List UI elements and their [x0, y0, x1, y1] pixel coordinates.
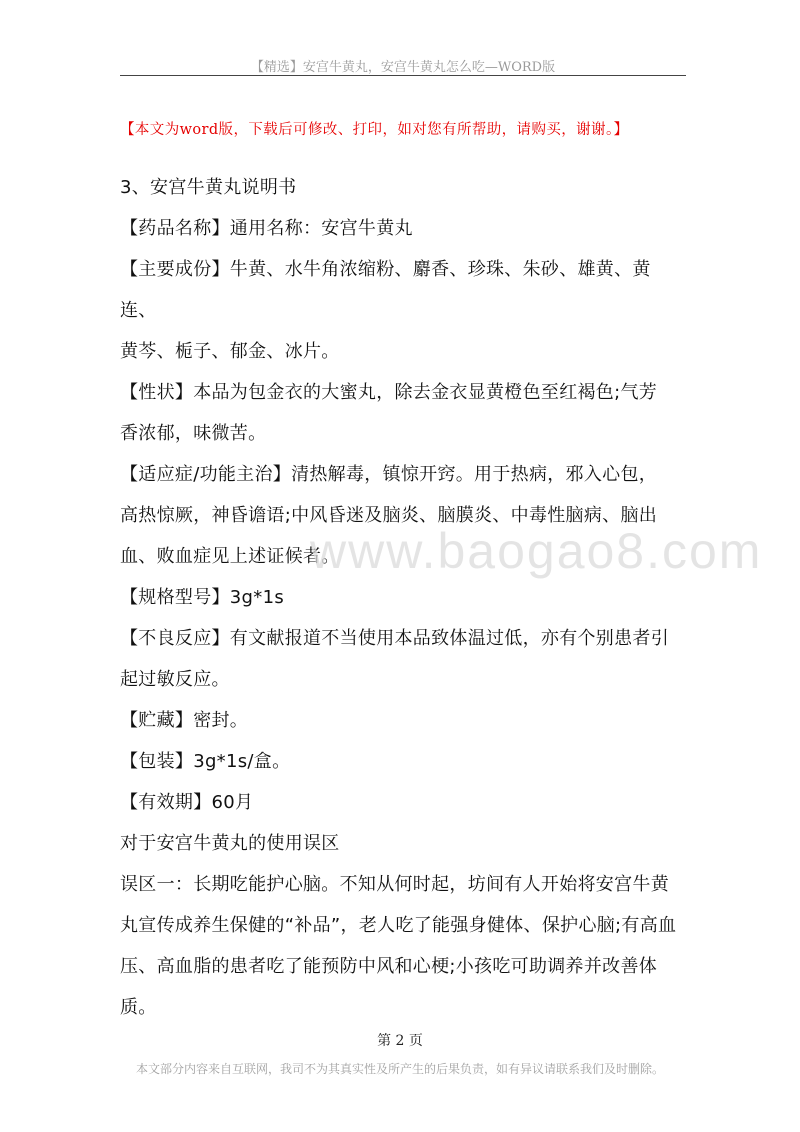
text-line: 【药品名称】通用名称：安宫牛黄丸 — [120, 218, 413, 239]
text-line: 压、高血脂的患者吃了能预防中风和心梗;小孩吃可助调养并改善体 — [120, 956, 658, 977]
text-line: 香浓郁，味微苦。 — [120, 423, 267, 444]
watermark: www.baogao8.com — [310, 523, 763, 579]
text-line: 【主要成份】牛黄、水牛角浓缩粉、麝香、珍珠、朱砂、雄黄、黄连、 — [120, 259, 651, 321]
text-line: 起过敏反应。 — [120, 669, 230, 690]
page-footer: 本文部分内容来自互联网，我司不为其真实性及所产生的后果负责，如有异议请联系我们及时删除。 — [135, 1062, 664, 1076]
text-line: 【规格型号】3g*1s — [120, 587, 285, 608]
text-line: 【不良反应】有文献报道不当使用本品致体温过低，亦有个别患者引 — [120, 628, 669, 649]
text-line: 3、安宫牛黄丸说明书 — [120, 177, 297, 198]
text-line: 高热惊厥，神昏谵语;中风昏迷及脑炎、脑膜炎、中毒性脑病、脑出 — [120, 505, 658, 526]
text-line: 误区一：长期吃能护心脑。不知从何时起，坊间有人开始将安宫牛黄 — [120, 874, 669, 895]
text-line: 【适应症/功能主治】清热解毒，镇惊开窍。用于热病，邪入心包， — [120, 464, 658, 485]
page-header: 【精选】安宫牛黄丸，安宫牛黄丸怎么吃—WORD版 — [250, 60, 556, 75]
text-line: 【性状】本品为包金衣的大蜜丸，除去金衣显黄橙色至红褐色;气芳 — [120, 382, 658, 403]
text-line: 【包装】3g*1s/盒。 — [120, 751, 291, 772]
text-line: 丸宣传成养生保健的“补品”，老人吃了能强身健体、保护心脑;有高血 — [120, 915, 677, 936]
header-divider — [120, 75, 686, 76]
text-line: 质。 — [120, 997, 157, 1018]
text-line: 【贮藏】密封。 — [120, 710, 249, 731]
text-line: 黄芩、栀子、郁金、冰片。 — [120, 341, 340, 362]
page-number: 第 2 页 — [377, 1033, 423, 1049]
text-line: 【有效期】60月 — [120, 792, 254, 813]
text-line: 血、败血症见上述证候者。 — [120, 546, 340, 567]
red-notice: 【本文为word版，下载后可修改、打印，如对您有所帮助，请购买，谢谢。】 — [120, 122, 629, 138]
body-text — [120, 167, 686, 1028]
text-line: 对于安宫牛黄丸的使用误区 — [120, 833, 340, 854]
